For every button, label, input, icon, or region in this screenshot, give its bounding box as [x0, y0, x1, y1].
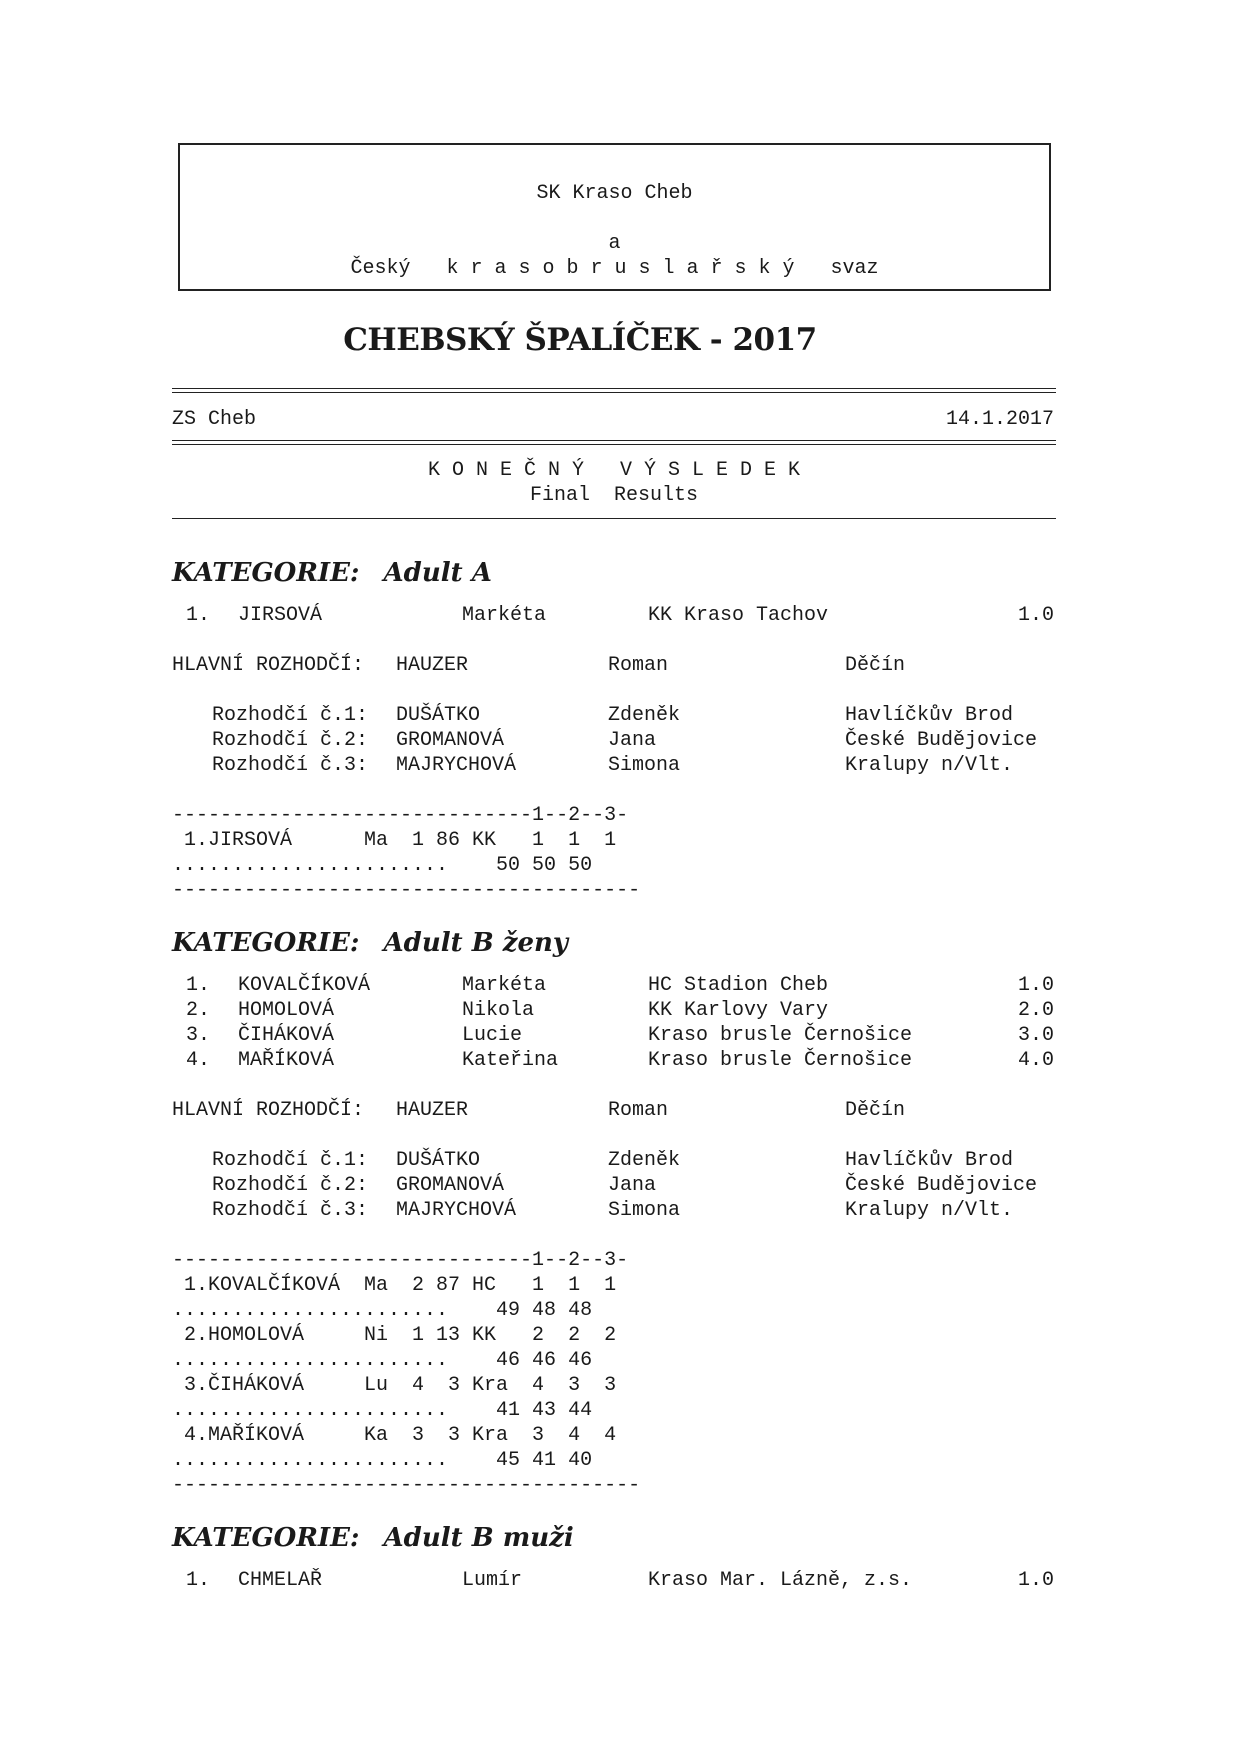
chief-judge-city: Děčín: [845, 1099, 906, 1122]
result-firstname: Lumír: [462, 1569, 523, 1592]
result-firstname: Markéta: [462, 604, 547, 627]
judge-surname: GROMANOVÁ: [396, 729, 505, 752]
judge-label: Rozhodčí č.1:: [212, 704, 369, 727]
judge-surname: GROMANOVÁ: [396, 1174, 505, 1197]
judge-firstname: Jana: [608, 1174, 657, 1197]
category-heading: [172, 928, 568, 958]
result-rank: 4.: [186, 1049, 211, 1072]
judge-surname: DUŠÁTKO: [396, 1149, 481, 1172]
scores-table-footer: ---------------------------------------: [172, 879, 641, 902]
judge-firstname: Zdeněk: [608, 1149, 681, 1172]
result-club: Kraso Mar. Lázně, z.s.: [648, 1569, 913, 1592]
judge-label: Rozhodčí č.2:: [212, 729, 369, 752]
result-points: 4.0: [1018, 1049, 1055, 1072]
judge-firstname: Zdeněk: [608, 704, 681, 727]
result-points: 1.0: [1018, 974, 1055, 997]
scores-row: 1.JIRSOVÁ Ma 1 86 KK 1 1 1: [172, 829, 617, 852]
judge-city: Havlíčkův Brod: [845, 1149, 1014, 1172]
result-rank: 1.: [186, 974, 211, 997]
judge-label: Rozhodčí č.2:: [212, 1174, 369, 1197]
scores-table-header: ------------------------------1--2--3-: [172, 1249, 629, 1272]
results-heading: K O N E Č N Ý V Ý S L E D E K: [427, 459, 801, 482]
result-club: Kraso brusle Černošice: [648, 1049, 913, 1072]
category-name: Adult A: [383, 558, 492, 588]
scores-row-detail: ....................... 49 48 48: [172, 1299, 593, 1322]
result-points: 1.0: [1018, 1569, 1055, 1592]
judge-label: Rozhodčí č.3:: [212, 754, 369, 777]
scores-row-detail: ....................... 45 41 40: [172, 1449, 593, 1472]
result-points: 2.0: [1018, 999, 1055, 1022]
chief-judge-firstname: Roman: [608, 654, 669, 677]
scores-row-detail: ....................... 41 43 44: [172, 1399, 593, 1422]
result-firstname: Nikola: [462, 999, 535, 1022]
result-points: 1.0: [1018, 604, 1055, 627]
result-firstname: Markéta: [462, 974, 547, 997]
results-subheading: Final Results: [529, 484, 699, 507]
category-label: KATEGORIE:: [172, 928, 360, 958]
result-club: KK Kraso Tachov: [648, 604, 829, 627]
result-firstname: Lucie: [462, 1024, 523, 1047]
result-points: 3.0: [1018, 1024, 1055, 1047]
scores-table-header: ------------------------------1--2--3-: [172, 804, 629, 827]
result-surname: HOMOLOVÁ: [238, 999, 335, 1022]
scores-row: 4.MAŘÍKOVÁ Ka 3 3 Kra 3 4 4: [172, 1424, 617, 1447]
result-club: KK Karlovy Vary: [648, 999, 829, 1022]
judge-city: Havlíčkův Brod: [845, 704, 1014, 727]
judge-surname: MAJRYCHOVÁ: [396, 754, 517, 777]
result-firstname: Kateřina: [462, 1049, 559, 1072]
scores-row: 3.ČIHÁKOVÁ Lu 4 3 Kra 4 3 3: [172, 1374, 617, 1397]
page-title: CHEBSKÝ ŠPALÍČEK - 2017: [343, 322, 817, 358]
judge-city: Kralupy n/Vlt.: [845, 754, 1014, 777]
chief-judge-surname: HAUZER: [396, 654, 469, 677]
header-conjunction: a: [608, 232, 621, 255]
header-organizer: SK Kraso Cheb: [536, 182, 693, 205]
event-date: 14.1.2017: [945, 408, 1054, 431]
result-rank: 3.: [186, 1024, 211, 1047]
header-box: [178, 143, 1051, 291]
category-name: Adult B ženy: [383, 928, 569, 958]
double-rule: [172, 440, 1056, 445]
judge-surname: MAJRYCHOVÁ: [396, 1199, 517, 1222]
result-surname: CHMELAŘ: [238, 1569, 323, 1592]
result-surname: MAŘÍKOVÁ: [238, 1049, 335, 1072]
chief-judge-firstname: Roman: [608, 1099, 669, 1122]
judge-label: Rozhodčí č.1:: [212, 1149, 369, 1172]
result-surname: ČIHÁKOVÁ: [238, 1024, 335, 1047]
chief-judge-surname: HAUZER: [396, 1099, 469, 1122]
judge-label: Rozhodčí č.3:: [212, 1199, 369, 1222]
judge-firstname: Jana: [608, 729, 657, 752]
venue: ZS Cheb: [172, 408, 257, 431]
double-rule: [172, 388, 1056, 393]
single-rule: [172, 518, 1056, 519]
judge-city: Kralupy n/Vlt.: [845, 1199, 1014, 1222]
scores-row-detail: ....................... 46 46 46: [172, 1349, 593, 1372]
judge-surname: DUŠÁTKO: [396, 704, 481, 727]
result-club: HC Stadion Cheb: [648, 974, 829, 997]
result-surname: JIRSOVÁ: [238, 604, 323, 627]
scores-row: 2.HOMOLOVÁ Ni 1 13 KK 2 2 2: [172, 1324, 617, 1347]
result-surname: KOVALČÍKOVÁ: [238, 974, 371, 997]
scores-row-detail: ....................... 50 50 50: [172, 854, 593, 877]
result-rank: 1.: [186, 1569, 211, 1592]
category-label: KATEGORIE:: [172, 1523, 360, 1553]
chief-judge-label: HLAVNÍ ROZHODČÍ:: [172, 654, 365, 677]
chief-judge-city: Děčín: [845, 654, 906, 677]
judge-firstname: Simona: [608, 1199, 681, 1222]
category-heading: [172, 558, 492, 588]
result-club: Kraso brusle Černošice: [648, 1024, 913, 1047]
judge-city: České Budějovice: [845, 1174, 1038, 1197]
category-name: Adult B muži: [383, 1523, 574, 1553]
judge-firstname: Simona: [608, 754, 681, 777]
category-heading: [172, 1523, 574, 1553]
judge-city: České Budějovice: [845, 729, 1038, 752]
chief-judge-label: HLAVNÍ ROZHODČÍ:: [172, 1099, 365, 1122]
result-rank: 2.: [186, 999, 211, 1022]
header-federation: Český k r a s o b r u s l a ř s k ý svaz: [350, 257, 879, 280]
result-rank: 1.: [186, 604, 211, 627]
scores-row: 1.KOVALČÍKOVÁ Ma 2 87 HC 1 1 1: [172, 1274, 617, 1297]
category-label: KATEGORIE:: [172, 558, 360, 588]
scores-table-footer: ---------------------------------------: [172, 1474, 641, 1497]
